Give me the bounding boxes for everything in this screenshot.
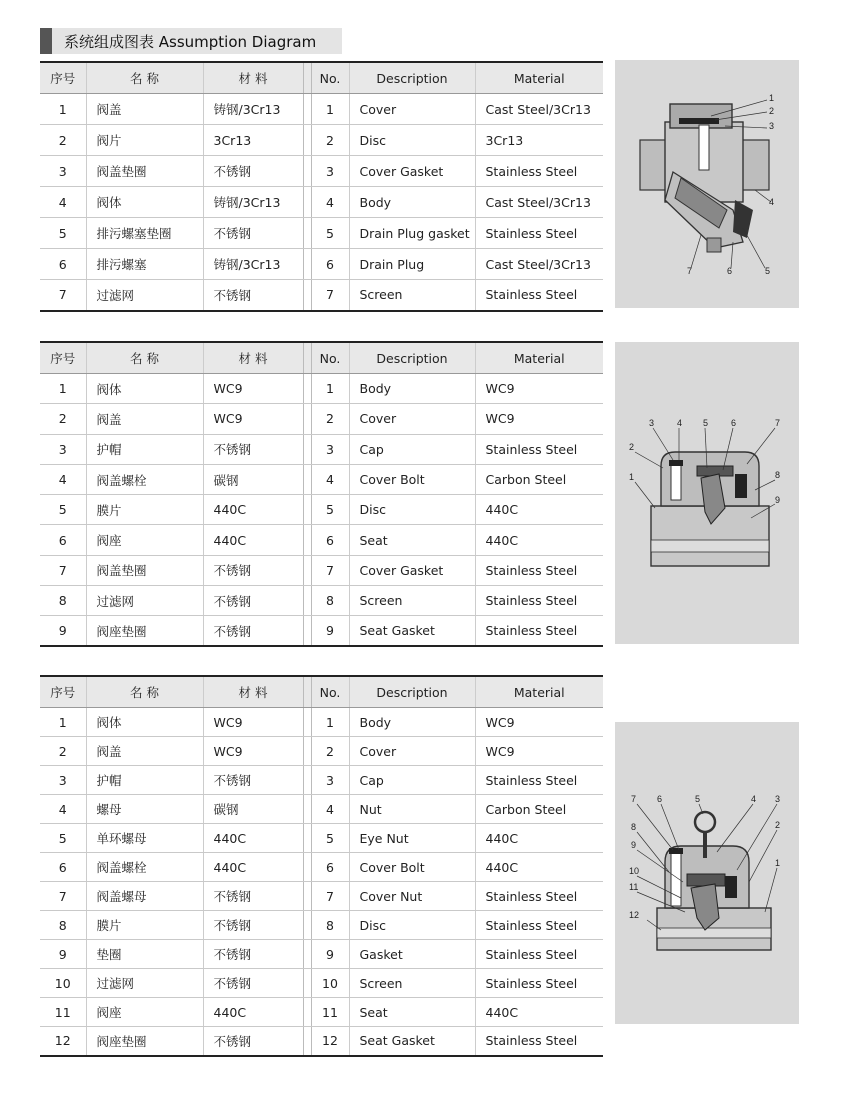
cell-description: Cover (349, 737, 475, 766)
cell-material: Stainless Steel (475, 882, 603, 911)
table-row (40, 125, 603, 156)
cell-description: Disc (349, 125, 475, 156)
cell-name-cn: 膜片 (86, 495, 203, 525)
table-header-row (40, 62, 603, 94)
cell-material-cn: 不锈钢 (203, 911, 303, 940)
column-gap (303, 616, 311, 646)
col-header-no: No. (311, 62, 349, 94)
col-header-seq: 序号 (40, 676, 86, 708)
col-header-description: Description (349, 62, 475, 94)
cell-name-cn: 阀座垫圈 (86, 616, 203, 646)
table-row (40, 187, 603, 218)
cell-description: Screen (349, 280, 475, 311)
cell-description: Seat (349, 998, 475, 1027)
cell-seq: 2 (40, 125, 86, 156)
cell-material: Stainless Steel (475, 969, 603, 998)
cell-description: Nut (349, 795, 475, 824)
diagram-3-trap-cross-section (615, 722, 799, 1024)
diagram-label: 3 (775, 794, 781, 804)
cell-material-cn: 铸钢/3Cr13 (203, 187, 303, 218)
table-row (40, 853, 603, 882)
page-title: 系统组成图表 Assumption Diagram (64, 33, 317, 51)
cell-name-cn: 膜片 (86, 911, 203, 940)
table-header-row (40, 342, 603, 374)
column-gap (303, 125, 311, 156)
table-row (40, 940, 603, 969)
cell-description: Body (349, 187, 475, 218)
cell-no: 2 (311, 737, 349, 766)
cell-description: Drain Plug gasket (349, 218, 475, 249)
cell-description: Disc (349, 495, 475, 525)
table-row (40, 708, 603, 737)
diagram-label: 11 (629, 882, 639, 892)
cell-name-cn: 护帽 (86, 766, 203, 795)
table-row (40, 249, 603, 280)
cell-name-cn: 排污螺塞垫圈 (86, 218, 203, 249)
col-header-name: 名 称 (86, 676, 203, 708)
diagram-label: 3 (649, 418, 655, 428)
col-header-description: Description (349, 676, 475, 708)
cell-material-cn: WC9 (203, 404, 303, 434)
column-gap (303, 525, 311, 555)
cell-description: Drain Plug (349, 249, 475, 280)
cell-material-cn: 不锈钢 (203, 1027, 303, 1056)
cell-material: 440C (475, 495, 603, 525)
cell-material-cn: WC9 (203, 374, 303, 404)
cell-material: Cast Steel/3Cr13 (475, 94, 603, 125)
cell-name-cn: 单环螺母 (86, 824, 203, 853)
cell-name-cn: 过滤网 (86, 586, 203, 616)
cell-name-cn: 阀片 (86, 125, 203, 156)
column-gap (303, 62, 311, 94)
diagram-label: 1 (775, 858, 781, 868)
diagram-label: 5 (695, 794, 701, 804)
cell-material-cn: 440C (203, 853, 303, 882)
cell-seq: 7 (40, 555, 86, 585)
col-header-name: 名 称 (86, 62, 203, 94)
cell-description: Cover Nut (349, 882, 475, 911)
column-gap (303, 495, 311, 525)
cell-description: Cap (349, 434, 475, 464)
cell-no: 6 (311, 853, 349, 882)
cell-material: 440C (475, 998, 603, 1027)
cell-no: 1 (311, 708, 349, 737)
diagram-label: 9 (631, 840, 637, 850)
cell-name-cn: 阀座垫圈 (86, 1027, 203, 1056)
cell-material: Stainless Steel (475, 586, 603, 616)
cell-description: Gasket (349, 940, 475, 969)
col-header-no: No. (311, 676, 349, 708)
cell-description: Screen (349, 969, 475, 998)
diagram-label: 4 (751, 794, 757, 804)
column-gap (303, 187, 311, 218)
diagram-label: 3 (769, 121, 775, 131)
cell-material-cn: 碳钢 (203, 464, 303, 494)
table-row (40, 156, 603, 187)
cell-material: Stainless Steel (475, 940, 603, 969)
parts-table-1 (40, 61, 603, 312)
cell-no: 11 (311, 998, 349, 1027)
column-gap (303, 1027, 311, 1056)
cell-no: 7 (311, 555, 349, 585)
cell-no: 4 (311, 464, 349, 494)
column-gap (303, 342, 311, 374)
col-header-material: Material (475, 62, 603, 94)
table-row (40, 495, 603, 525)
column-gap (303, 434, 311, 464)
cell-description: Body (349, 374, 475, 404)
cell-material-cn: 不锈钢 (203, 882, 303, 911)
table-row (40, 374, 603, 404)
cell-material-cn: 铸钢/3Cr13 (203, 94, 303, 125)
cell-no: 9 (311, 616, 349, 646)
cell-seq: 3 (40, 434, 86, 464)
cell-material: Stainless Steel (475, 434, 603, 464)
diagram-label: 8 (631, 822, 637, 832)
diagram-label: 1 (629, 472, 635, 482)
cell-no: 1 (311, 94, 349, 125)
table-row (40, 882, 603, 911)
column-gap (303, 969, 311, 998)
table-row (40, 616, 603, 646)
cell-material: Stainless Steel (475, 616, 603, 646)
cell-material-cn: 440C (203, 998, 303, 1027)
cell-material-cn: 不锈钢 (203, 969, 303, 998)
cell-material: Carbon Steel (475, 464, 603, 494)
cell-material: Stainless Steel (475, 156, 603, 187)
diagram-1-trap-cross-section (615, 60, 799, 308)
table-row (40, 404, 603, 434)
cell-material: Stainless Steel (475, 555, 603, 585)
cell-seq: 6 (40, 853, 86, 882)
cell-seq: 2 (40, 404, 86, 434)
cell-material-cn: 不锈钢 (203, 940, 303, 969)
cell-material: WC9 (475, 374, 603, 404)
column-gap (303, 464, 311, 494)
cell-material-cn: 不锈钢 (203, 218, 303, 249)
cell-seq: 3 (40, 766, 86, 795)
cell-material-cn: 440C (203, 525, 303, 555)
cell-seq: 11 (40, 998, 86, 1027)
cell-no: 10 (311, 969, 349, 998)
diagram-label: 7 (631, 794, 637, 804)
diagram-label: 4 (677, 418, 683, 428)
section-header (40, 28, 342, 54)
column-gap (303, 853, 311, 882)
cell-material-cn: 不锈钢 (203, 434, 303, 464)
column-gap (303, 708, 311, 737)
cell-material: 3Cr13 (475, 125, 603, 156)
parts-table-3 (40, 675, 603, 1057)
table-row (40, 795, 603, 824)
col-header-seq: 序号 (40, 342, 86, 374)
cell-material: 440C (475, 525, 603, 555)
table-row (40, 525, 603, 555)
cell-no: 7 (311, 882, 349, 911)
cell-name-cn: 阀盖垫圈 (86, 156, 203, 187)
table-row (40, 555, 603, 585)
cell-material: Stainless Steel (475, 280, 603, 311)
cell-seq: 2 (40, 737, 86, 766)
cell-material-cn: WC9 (203, 737, 303, 766)
cell-material-cn: 440C (203, 824, 303, 853)
column-gap (303, 555, 311, 585)
column-gap (303, 156, 311, 187)
diagram-label: 2 (775, 820, 781, 830)
cell-name-cn: 阀座 (86, 998, 203, 1027)
table-row (40, 586, 603, 616)
cell-seq: 10 (40, 969, 86, 998)
cell-material-cn: WC9 (203, 708, 303, 737)
cell-no: 3 (311, 434, 349, 464)
col-header-description: Description (349, 342, 475, 374)
cell-description: Cover (349, 94, 475, 125)
col-header-material-cn: 材 料 (203, 342, 303, 374)
column-gap (303, 676, 311, 708)
cell-name-cn: 过滤网 (86, 280, 203, 311)
cell-material-cn: 不锈钢 (203, 766, 303, 795)
cell-no: 4 (311, 795, 349, 824)
cell-material: Stainless Steel (475, 218, 603, 249)
diagram-label: 6 (731, 418, 737, 428)
column-gap (303, 218, 311, 249)
table-row (40, 766, 603, 795)
cell-description: Cover Gasket (349, 555, 475, 585)
cell-name-cn: 阀体 (86, 374, 203, 404)
cell-name-cn: 阀盖螺栓 (86, 464, 203, 494)
table-row (40, 824, 603, 853)
cell-description: Cap (349, 766, 475, 795)
cell-no: 3 (311, 766, 349, 795)
cell-seq: 5 (40, 495, 86, 525)
cell-name-cn: 阀盖螺母 (86, 882, 203, 911)
cell-no: 3 (311, 156, 349, 187)
cell-no: 5 (311, 218, 349, 249)
col-header-material: Material (475, 342, 603, 374)
diagram-label: 5 (703, 418, 709, 428)
cell-seq: 5 (40, 218, 86, 249)
cell-seq: 9 (40, 940, 86, 969)
cell-no: 8 (311, 586, 349, 616)
col-header-material-cn: 材 料 (203, 676, 303, 708)
column-gap (303, 586, 311, 616)
table-row (40, 218, 603, 249)
cell-material-cn: 不锈钢 (203, 156, 303, 187)
cell-name-cn: 护帽 (86, 434, 203, 464)
diagram-label: 2 (629, 442, 635, 452)
col-header-no: No. (311, 342, 349, 374)
cell-no: 5 (311, 824, 349, 853)
cell-no: 9 (311, 940, 349, 969)
diagram-label: 12 (629, 910, 640, 920)
column-gap (303, 404, 311, 434)
diagram-label: 7 (687, 266, 693, 276)
diagram-label: 8 (775, 470, 781, 480)
cell-description: Seat Gasket (349, 616, 475, 646)
table-row (40, 280, 603, 311)
cell-seq: 4 (40, 187, 86, 218)
cell-seq: 6 (40, 525, 86, 555)
cell-no: 6 (311, 249, 349, 280)
cell-seq: 8 (40, 586, 86, 616)
column-gap (303, 280, 311, 311)
cell-description: Screen (349, 586, 475, 616)
cell-name-cn: 阀盖 (86, 404, 203, 434)
cell-material: Stainless Steel (475, 911, 603, 940)
cell-name-cn: 阀盖螺栓 (86, 853, 203, 882)
cell-description: Disc (349, 911, 475, 940)
cell-name-cn: 阀体 (86, 187, 203, 218)
cell-name-cn: 阀盖 (86, 737, 203, 766)
cell-material: WC9 (475, 737, 603, 766)
cell-material-cn: 440C (203, 495, 303, 525)
cell-name-cn: 阀座 (86, 525, 203, 555)
col-header-material-cn: 材 料 (203, 62, 303, 94)
diagram-label: 4 (769, 197, 775, 207)
cell-no: 6 (311, 525, 349, 555)
diagram-2-trap-cross-section (615, 342, 799, 644)
cell-no: 1 (311, 374, 349, 404)
column-gap (303, 737, 311, 766)
diagram-label: 6 (657, 794, 663, 804)
cell-material: Cast Steel/3Cr13 (475, 187, 603, 218)
column-gap (303, 94, 311, 125)
cell-material-cn: 3Cr13 (203, 125, 303, 156)
cell-seq: 12 (40, 1027, 86, 1056)
cell-material-cn: 不锈钢 (203, 616, 303, 646)
table-row (40, 464, 603, 494)
cell-seq: 9 (40, 616, 86, 646)
cell-material-cn: 不锈钢 (203, 555, 303, 585)
cell-seq: 7 (40, 280, 86, 311)
cell-description: Body (349, 708, 475, 737)
cell-name-cn: 阀体 (86, 708, 203, 737)
cell-material-cn: 碳钢 (203, 795, 303, 824)
cell-material: Stainless Steel (475, 766, 603, 795)
cell-name-cn: 螺母 (86, 795, 203, 824)
table-row (40, 911, 603, 940)
diagram-label: 1 (769, 93, 775, 103)
cell-material-cn: 铸钢/3Cr13 (203, 249, 303, 280)
parts-table-2 (40, 341, 603, 647)
cell-seq: 1 (40, 374, 86, 404)
cell-seq: 3 (40, 156, 86, 187)
cell-seq: 8 (40, 911, 86, 940)
cell-description: Seat (349, 525, 475, 555)
col-header-seq: 序号 (40, 62, 86, 94)
table-row (40, 737, 603, 766)
cell-material: Stainless Steel (475, 1027, 603, 1056)
column-gap (303, 374, 311, 404)
column-gap (303, 882, 311, 911)
column-gap (303, 940, 311, 969)
cell-material-cn: 不锈钢 (203, 280, 303, 311)
cell-material: Cast Steel/3Cr13 (475, 249, 603, 280)
cell-description: Cover (349, 404, 475, 434)
cell-material-cn: 不锈钢 (203, 586, 303, 616)
table-row (40, 1027, 603, 1056)
cell-name-cn: 阀盖 (86, 94, 203, 125)
column-gap (303, 998, 311, 1027)
cell-seq: 7 (40, 882, 86, 911)
cell-seq: 4 (40, 464, 86, 494)
diagram-label: 7 (775, 418, 781, 428)
cell-seq: 5 (40, 824, 86, 853)
table-row (40, 998, 603, 1027)
cell-no: 2 (311, 125, 349, 156)
cell-name-cn: 垫圈 (86, 940, 203, 969)
diagram-label: 10 (629, 866, 640, 876)
cell-description: Cover Bolt (349, 464, 475, 494)
cell-material: WC9 (475, 708, 603, 737)
column-gap (303, 824, 311, 853)
cell-name-cn: 过滤网 (86, 969, 203, 998)
cell-name-cn: 阀盖垫圈 (86, 555, 203, 585)
diagram-label: 2 (769, 106, 775, 116)
cell-seq: 4 (40, 795, 86, 824)
table-row (40, 434, 603, 464)
column-gap (303, 766, 311, 795)
cell-seq: 1 (40, 708, 86, 737)
cell-description: Eye Nut (349, 824, 475, 853)
cell-seq: 6 (40, 249, 86, 280)
col-header-name: 名 称 (86, 342, 203, 374)
cell-no: 12 (311, 1027, 349, 1056)
cell-material: Carbon Steel (475, 795, 603, 824)
cell-material: WC9 (475, 404, 603, 434)
table-header-row (40, 676, 603, 708)
diagram-label: 9 (775, 495, 781, 505)
column-gap (303, 249, 311, 280)
diagram-label: 5 (765, 266, 771, 276)
cell-material: 440C (475, 824, 603, 853)
cell-no: 7 (311, 280, 349, 311)
column-gap (303, 911, 311, 940)
col-header-material: Material (475, 676, 603, 708)
cell-no: 5 (311, 495, 349, 525)
cell-no: 4 (311, 187, 349, 218)
header-accent-bar (40, 28, 52, 54)
cell-description: Seat Gasket (349, 1027, 475, 1056)
cell-no: 8 (311, 911, 349, 940)
cell-description: Cover Bolt (349, 853, 475, 882)
table-row (40, 94, 603, 125)
table-row (40, 969, 603, 998)
cell-name-cn: 排污螺塞 (86, 249, 203, 280)
column-gap (303, 795, 311, 824)
diagram-label: 6 (727, 266, 733, 276)
cell-description: Cover Gasket (349, 156, 475, 187)
cell-seq: 1 (40, 94, 86, 125)
cell-material: 440C (475, 853, 603, 882)
cell-no: 2 (311, 404, 349, 434)
